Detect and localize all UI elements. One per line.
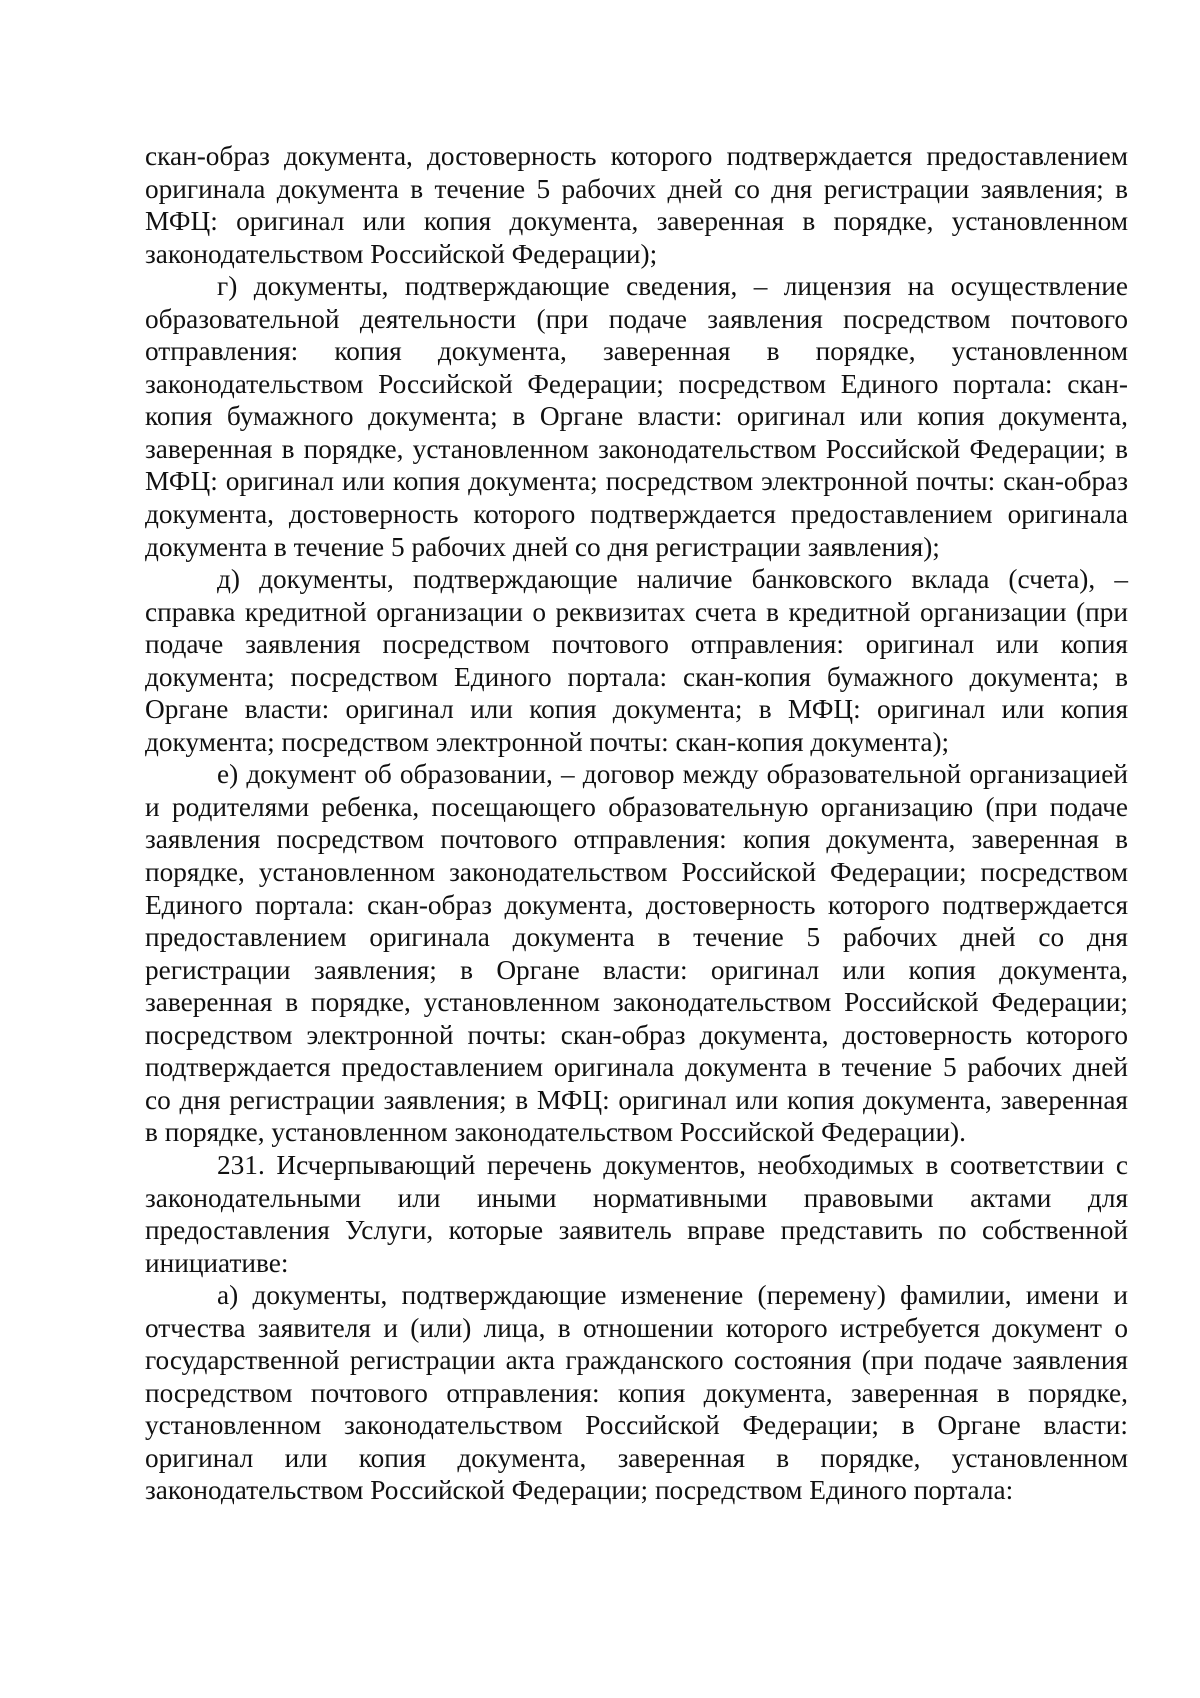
paragraph-231: 231. Исчерпывающий перечень документов, необходимых в соответствии с законодательными или иными нормативными правовыми актами для предоставления Услуги, которые заявитель вправе представить по собственной инициативе: — [145, 1149, 1128, 1278]
paragraph-item-a: а) документы, подтверждающие изменение (перемену) фамилии, имени и отчества заявителя и (или) лица, в отношении которого истребуется документ о государственной регистрации акта гражданского состояния (при подаче заявления посредством почтового отправления: копия документа, заверенная в порядке, установленном законодательством Российской Федерации; в Органе власти: оригинал или копия документа, заверенная в порядке, установленном законодательством Российской Федерации; посредством Единого портала: — [145, 1280, 1128, 1506]
paragraph-item-e: е) документ об образовании, – договор между образовательной организацией и родителями ребенка, посещающего образовательную организацию (при подаче заявления посредством почтового отправления: копия документа, заверенная в порядке, установленном законодательством Российской Федерации; посредством Единого портала: скан-образ документа, достоверность которого подтверждается предоставлением оригинала документа в течение 5 рабочих дней со дня регистрации заявления; в Органе власти: оригинал или копия документа, заверенная в порядке, установленном законодательством Российской Федерации; посредством электронной почты: скан-образ документа, достоверность которого подтверждается предоставлением оригинала документа в течение 5 рабочих дней со дня регистрации заявления; в МФЦ: оригинал или копия документа, заверенная в порядке, установленном законодательством Российской Федерации). — [145, 759, 1128, 1148]
paragraph-item-g: г) документы, подтверждающие сведения, – лицензия на осуществление образовательной деятельности (при подаче заявления посредством почтового отправления: копия документа, заверенная в порядке, установленном законодательством Российской Федерации; посредством Единого портала: скан-копия бумажного документа; в Органе власти: оригинал или копия документа, заверенная в порядке, установленном законодательством Российской Федерации; в МФЦ: оригинал или копия документа; посредством электронной почты: скан-образ документа, достоверность которого подтверждается предоставлением оригинала документа в течение 5 рабочих дней со дня регистрации заявления); — [145, 271, 1128, 562]
paragraph-item-d: д) документы, подтверждающие наличие банковского вклада (счета), – справка кредитной организации о реквизитах счета в кредитной организации (при подаче заявления посредством почтового отправления: оригинал или копия документа; посредством Единого портала: скан-копия бумажного документа; в Органе власти: оригинал или копия документа; в МФЦ: оригинал или копия документа; посредством электронной почты: скан-копия документа); — [145, 564, 1128, 757]
document-text-block — [145, 140, 1128, 1507]
paragraph-continuation: скан-образ документа, достоверность которого подтверждается предоставлением оригинала документа в течение 5 рабочих дней со дня регистрации заявления; в МФЦ: оригинал или копия документа, заверенная в порядке, установленном законодательством Российской Федерации); — [145, 141, 1128, 269]
